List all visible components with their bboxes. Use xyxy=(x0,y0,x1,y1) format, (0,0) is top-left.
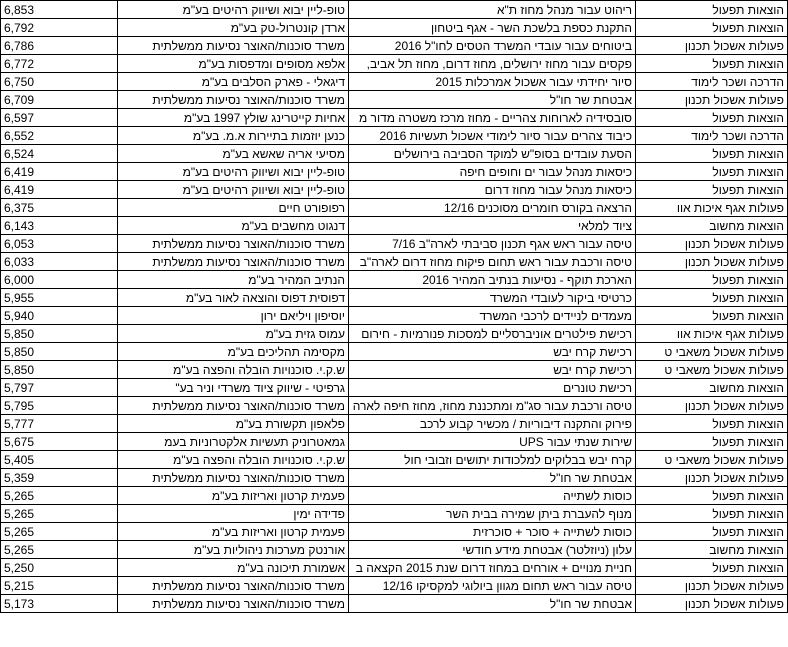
table-row xyxy=(1,181,788,199)
table-row xyxy=(1,253,788,271)
category-cell[interactable]: פעולות אשכול תכנון xyxy=(636,577,788,595)
description-cell[interactable]: מנוף להעברת ביתן שמירה בבית השר xyxy=(349,505,636,523)
amount-cell[interactable]: 5,265 xyxy=(1,541,118,559)
description-cell[interactable]: טיסה ורכבת עבור סג"מ ומתכננת מחוז, מחוז חיפה לארה xyxy=(349,397,636,415)
amount-cell[interactable]: 5,265 xyxy=(1,505,118,523)
vendor-cell[interactable]: דנגוט מחשבים בע"מ xyxy=(118,217,349,235)
amount-cell[interactable]: 6,419 xyxy=(1,163,118,181)
vendor-cell[interactable]: מסיעי אריה שאשא בע"מ xyxy=(118,145,349,163)
table-row xyxy=(1,469,788,487)
description-cell[interactable]: הארכת תוקף - נסיעות בנתיב המהיר 2016 xyxy=(349,271,636,289)
table-row xyxy=(1,91,788,109)
vendor-cell[interactable]: פלאפון תקשורת בע"מ xyxy=(118,415,349,433)
amount-cell[interactable]: 5,795 xyxy=(1,397,118,415)
table-row xyxy=(1,289,788,307)
table-row xyxy=(1,145,788,163)
amount-cell[interactable]: 6,143 xyxy=(1,217,118,235)
table-row xyxy=(1,163,788,181)
amount-cell[interactable]: 6,552 xyxy=(1,127,118,145)
vendor-cell[interactable]: דיגאלי - פארק הסלבים בע"מ xyxy=(118,73,349,91)
category-cell[interactable]: פעולות אשכול משאבי ט xyxy=(636,451,788,469)
vendor-cell[interactable]: כנען יוזמות בתיירות א.מ. בע"מ xyxy=(118,127,349,145)
amount-cell[interactable]: 5,940 xyxy=(1,307,118,325)
amount-cell[interactable]: 6,772 xyxy=(1,55,118,73)
category-cell[interactable]: פעולות אשכול תכנון xyxy=(636,595,788,613)
category-cell[interactable]: פעולות אגף איכות אוו xyxy=(636,325,788,343)
amount-cell[interactable]: 5,675 xyxy=(1,433,118,451)
amount-cell[interactable]: 5,265 xyxy=(1,523,118,541)
category-cell[interactable]: הוצאות תפעול xyxy=(636,271,788,289)
description-cell[interactable]: רכישת קרח יבש xyxy=(349,361,636,379)
description-cell[interactable]: ביטוחים עבור עובדי המשרד הטסים לחו"ל 2016 xyxy=(349,37,636,55)
amount-cell[interactable]: 6,750 xyxy=(1,73,118,91)
table-row xyxy=(1,307,788,325)
vendor-cell[interactable]: משרד סוכנות/האוצר נסיעות ממשלתית xyxy=(118,235,349,253)
description-cell[interactable]: אבטחת שר חו"ל xyxy=(349,595,636,613)
vendor-cell[interactable]: ש.ק.י. סוכנויות הובלה והפצה בע"מ xyxy=(118,451,349,469)
category-cell[interactable]: פעולות אשכול תכנון xyxy=(636,253,788,271)
category-cell[interactable]: פעולות אשכול תכנון xyxy=(636,469,788,487)
amount-cell[interactable]: 5,215 xyxy=(1,577,118,595)
table-row xyxy=(1,1,788,19)
category-cell[interactable]: פעולות אשכול תכנון xyxy=(636,397,788,415)
vendor-cell[interactable]: משרד סוכנות/האוצר נסיעות ממשלתית xyxy=(118,595,349,613)
amount-cell[interactable]: 6,853 xyxy=(1,1,118,19)
table-row xyxy=(1,73,788,91)
description-cell[interactable]: טיסה ורכבת עבור ראש תחום פיקוח מחוז דרום לארה"ב xyxy=(349,253,636,271)
amount-cell[interactable]: 5,359 xyxy=(1,469,118,487)
vendor-cell[interactable]: טופ-ליין יבוא ושיווק רהיטים בע"מ xyxy=(118,163,349,181)
table-row xyxy=(1,379,788,397)
amount-cell[interactable]: 5,265 xyxy=(1,487,118,505)
table-row xyxy=(1,271,788,289)
description-cell[interactable]: אבטחת שר חו"ל xyxy=(349,91,636,109)
table-body xyxy=(1,1,788,613)
table-row xyxy=(1,19,788,37)
vendor-cell[interactable]: משרד סוכנות/האוצר נסיעות ממשלתית xyxy=(118,91,349,109)
vendor-cell[interactable]: ארדן קונטרול-טק בע"מ xyxy=(118,19,349,37)
vendor-cell[interactable]: רפופורט חיים xyxy=(118,199,349,217)
table-row xyxy=(1,127,788,145)
description-cell[interactable]: כרטיסי ביקור לעובדי המשרד xyxy=(349,289,636,307)
category-cell[interactable]: הוצאות מחשוב xyxy=(636,217,788,235)
table-row xyxy=(1,433,788,451)
category-cell[interactable]: הוצאות תפעול xyxy=(636,145,788,163)
category-cell[interactable]: הוצאות תפעול xyxy=(636,1,788,19)
vendor-cell[interactable]: משרד סוכנות/האוצר נסיעות ממשלתית xyxy=(118,577,349,595)
table-row xyxy=(1,523,788,541)
amount-cell[interactable]: 6,000 xyxy=(1,271,118,289)
table-row xyxy=(1,487,788,505)
description-cell[interactable]: הסעת עובדים בסופ"ש למוקד הסביבה בירושלים xyxy=(349,145,636,163)
amount-cell[interactable]: 6,597 xyxy=(1,109,118,127)
description-cell[interactable]: סיור יחידתי עבור אשכול אמרכלות 2015 xyxy=(349,73,636,91)
table-row xyxy=(1,343,788,361)
amount-cell[interactable]: 6,053 xyxy=(1,235,118,253)
vendor-cell[interactable]: אלפא מסופים ומדפסות בע"מ xyxy=(118,55,349,73)
table-row xyxy=(1,451,788,469)
category-cell[interactable]: פעולות אשכול תכנון xyxy=(636,91,788,109)
amount-cell[interactable]: 5,173 xyxy=(1,595,118,613)
table-row xyxy=(1,559,788,577)
table-row xyxy=(1,397,788,415)
category-cell[interactable]: הוצאות תפעול xyxy=(636,19,788,37)
category-cell[interactable]: הוצאות מחשוב xyxy=(636,541,788,559)
amount-cell[interactable]: 6,375 xyxy=(1,199,118,217)
category-cell[interactable]: הוצאות תפעול xyxy=(636,163,788,181)
vendor-cell[interactable]: אורנטק מערכות ניהוליות בע"מ xyxy=(118,541,349,559)
description-cell[interactable]: טיסה עבור ראש תחום מגוון ביולוגי למקסיקו 12/16 xyxy=(349,577,636,595)
table-row xyxy=(1,325,788,343)
amount-cell[interactable]: 5,850 xyxy=(1,343,118,361)
description-cell[interactable]: רכישת פילטרים אוניברסליים למסכות פנורמיות - חירום xyxy=(349,325,636,343)
category-cell[interactable]: הוצאות תפעול xyxy=(636,559,788,577)
amount-cell[interactable]: 5,850 xyxy=(1,361,118,379)
vendor-cell[interactable]: פדידה ימין xyxy=(118,505,349,523)
amount-cell[interactable]: 6,419 xyxy=(1,181,118,199)
amount-cell[interactable]: 5,797 xyxy=(1,379,118,397)
description-cell[interactable]: פירוק והתקנה דיבוריות / מכשיר קבוע לרכב xyxy=(349,415,636,433)
description-cell[interactable]: רכישת טונרים xyxy=(349,379,636,397)
description-cell[interactable]: כיסאות מנהל עבור ים וחופים חיפה xyxy=(349,163,636,181)
amount-cell[interactable]: 6,792 xyxy=(1,19,118,37)
description-cell[interactable]: חניית מנויים + אורחים במחוז דרום שנת 2015 הקצאה ב xyxy=(349,559,636,577)
description-cell[interactable]: כוסות לשתייה + סוכר + סוכרזית xyxy=(349,523,636,541)
vendor-cell[interactable]: יוסיפון ויליאם ירון xyxy=(118,307,349,325)
amount-cell[interactable]: 5,405 xyxy=(1,451,118,469)
vendor-cell[interactable]: עמוס גזית בע"מ xyxy=(118,325,349,343)
description-cell[interactable]: סובסידיה לארוחות צהריים - מחוז מרכז משטרה מדור מ xyxy=(349,109,636,127)
description-cell[interactable]: כיבוד צהרים עבור סיור לימודי אשכול תעשיות 2016 xyxy=(349,127,636,145)
amount-cell[interactable]: 5,955 xyxy=(1,289,118,307)
description-cell[interactable]: עלון (ניוזלטר) אבטחת מידע חודשי xyxy=(349,541,636,559)
amount-cell[interactable]: 6,524 xyxy=(1,145,118,163)
description-cell[interactable]: פקסים עבור מחוז ירושלים, מחוז דרום, מחוז תל אביב, xyxy=(349,55,636,73)
category-cell[interactable]: הוצאות תפעול xyxy=(636,415,788,433)
category-cell[interactable]: הוצאות תפעול xyxy=(636,289,788,307)
vendor-cell[interactable]: גרפיטי - שיווק ציוד משרדי וניר בע" xyxy=(118,379,349,397)
vendor-cell[interactable]: הנתיב המהיר בע"מ xyxy=(118,271,349,289)
table-row xyxy=(1,505,788,523)
vendor-cell[interactable]: ש.ק.י. סוכנויות הובלה והפצה בע"מ xyxy=(118,361,349,379)
table-row xyxy=(1,235,788,253)
table-row xyxy=(1,577,788,595)
table-row xyxy=(1,217,788,235)
description-cell[interactable]: התקנת כספת בלשכת השר - אגף ביטחון xyxy=(349,19,636,37)
table-row xyxy=(1,199,788,217)
category-cell[interactable]: פעולות אשכול תכנון xyxy=(636,37,788,55)
category-cell[interactable]: הוצאות תפעול xyxy=(636,523,788,541)
category-cell[interactable]: הוצאות מחשוב xyxy=(636,379,788,397)
amount-cell[interactable]: 5,777 xyxy=(1,415,118,433)
category-cell[interactable]: הוצאות תפעול xyxy=(636,109,788,127)
table-row xyxy=(1,361,788,379)
description-cell[interactable]: רכישת קרח יבש xyxy=(349,343,636,361)
category-cell[interactable]: הוצאות תפעול xyxy=(636,307,788,325)
description-cell[interactable]: כיסאות מנהל עבור מחוז דרום xyxy=(349,181,636,199)
category-cell[interactable]: הדרכה ושכר לימוד xyxy=(636,73,788,91)
amount-cell[interactable]: 5,850 xyxy=(1,325,118,343)
description-cell[interactable]: הרצאה בקורס חומרים מסוכנים 12/16 xyxy=(349,199,636,217)
vendor-cell[interactable]: דפוסית דפוס והוצאה לאור בע"מ xyxy=(118,289,349,307)
amount-cell[interactable]: 6,709 xyxy=(1,91,118,109)
table-row xyxy=(1,415,788,433)
description-cell[interactable]: מעמדים לניידים לרכבי המשרד xyxy=(349,307,636,325)
description-cell[interactable]: טיסה עבור ראש אגף תכנון סביבתי לארה"ב 7/16 xyxy=(349,235,636,253)
vendor-cell[interactable]: משרד סוכנות/האוצר נסיעות ממשלתית xyxy=(118,37,349,55)
vendor-cell[interactable]: משרד סוכנות/האוצר נסיעות ממשלתית xyxy=(118,397,349,415)
table-row xyxy=(1,595,788,613)
vendor-cell[interactable]: פעמית קרטון ואריזות בע"מ xyxy=(118,523,349,541)
category-cell[interactable]: הוצאות תפעול xyxy=(636,55,788,73)
vendor-cell[interactable]: גמאטרוניק תעשיות אלקטרוניות בעמ xyxy=(118,433,349,451)
category-cell[interactable]: פעולות אשכול משאבי ט xyxy=(636,343,788,361)
category-cell[interactable]: הדרכה ושכר לימוד xyxy=(636,127,788,145)
category-cell[interactable]: הוצאות תפעול xyxy=(636,433,788,451)
table-row xyxy=(1,37,788,55)
vendor-cell[interactable]: אחיות קייטרינג שולץ 1997 בע"מ xyxy=(118,109,349,127)
description-cell[interactable]: ריהוט עבור מנהל מחוז ת"א xyxy=(349,1,636,19)
table-row xyxy=(1,55,788,73)
amount-cell[interactable]: 5,250 xyxy=(1,559,118,577)
vendor-cell[interactable]: מקסימה תהליכים בע"מ xyxy=(118,343,349,361)
description-cell[interactable]: ציוד למלאי xyxy=(349,217,636,235)
amount-cell[interactable]: 6,786 xyxy=(1,37,118,55)
category-cell[interactable]: הוצאות תפעול xyxy=(636,505,788,523)
vendor-cell[interactable]: משרד סוכנות/האוצר נסיעות ממשלתית xyxy=(118,469,349,487)
description-cell[interactable]: קרח יבש בבלוקים למלכודות יתושים וזבובי חול xyxy=(349,451,636,469)
category-cell[interactable]: הוצאות תפעול xyxy=(636,487,788,505)
description-cell[interactable]: כוסות לשתייה xyxy=(349,487,636,505)
vendor-cell[interactable]: טופ-ליין יבוא ושיווק רהיטים בע"מ xyxy=(118,1,349,19)
vendor-cell[interactable]: אשמורת תיכונה בע"מ xyxy=(118,559,349,577)
amount-cell[interactable]: 6,033 xyxy=(1,253,118,271)
description-cell[interactable]: שירות שנתי עבור UPS xyxy=(349,433,636,451)
vendor-cell[interactable]: משרד סוכנות/האוצר נסיעות ממשלתית xyxy=(118,253,349,271)
category-cell[interactable]: פעולות אגף איכות אוו xyxy=(636,199,788,217)
vendor-cell[interactable]: פעמית קרטון ואריזות בע"מ xyxy=(118,487,349,505)
description-cell[interactable]: אבטחת שר חו"ל xyxy=(349,469,636,487)
table-row xyxy=(1,109,788,127)
category-cell[interactable]: פעולות אשכול תכנון xyxy=(636,235,788,253)
category-cell[interactable]: הוצאות תפעול xyxy=(636,181,788,199)
table-row xyxy=(1,541,788,559)
vendor-cell[interactable]: טופ-ליין יבוא ושיווק רהיטים בע"מ xyxy=(118,181,349,199)
category-cell[interactable]: פעולות אשכול משאבי ט xyxy=(636,361,788,379)
